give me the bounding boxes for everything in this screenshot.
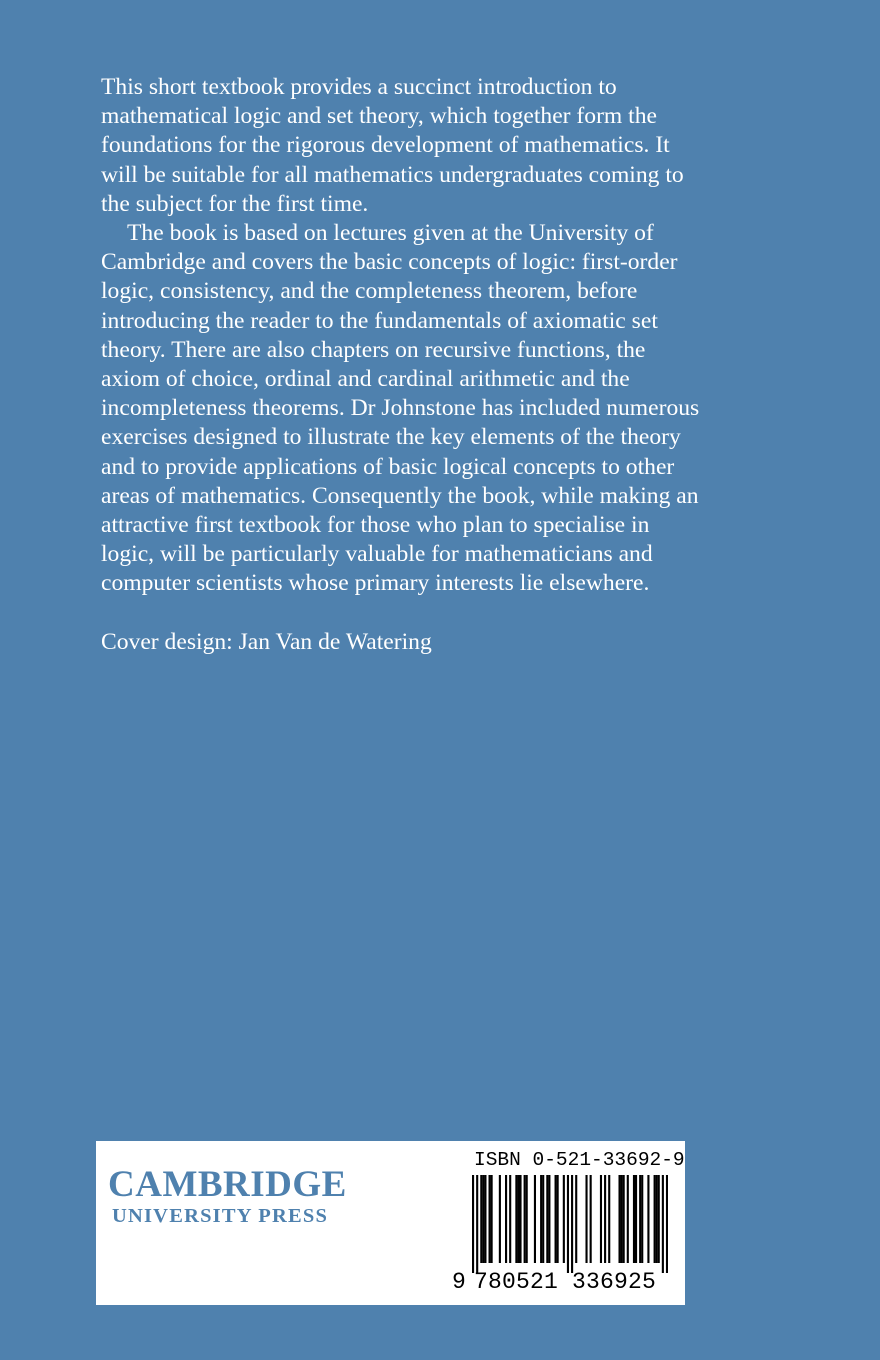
barcode-bar	[517, 1175, 519, 1263]
barcode-bar	[600, 1175, 602, 1263]
barcode-bar	[623, 1175, 625, 1263]
barcode-bar	[540, 1175, 542, 1263]
barcode-bar	[542, 1175, 544, 1263]
barcode-bar	[604, 1175, 606, 1263]
ean-first-digit: 9	[452, 1269, 466, 1295]
barcode-bar	[641, 1175, 643, 1263]
publisher-logo-subname: UNIVERSITY PRESS	[112, 1205, 329, 1227]
barcode-bar	[658, 1175, 660, 1263]
publisher-logo-name: CAMBRIDGE	[108, 1164, 347, 1205]
publisher-barcode-panel	[96, 1141, 685, 1305]
barcode-bar	[585, 1175, 587, 1263]
barcode-icon	[472, 1175, 668, 1273]
barcode-bar	[590, 1175, 592, 1263]
barcode-bar	[484, 1175, 486, 1263]
barcode-bar	[575, 1175, 577, 1263]
barcode-bar	[639, 1175, 641, 1263]
barcode-guard-bar	[666, 1175, 668, 1273]
ean-digits: 780521 336925	[474, 1269, 657, 1295]
isbn-label: ISBN 0-521-33692-9	[474, 1149, 685, 1171]
barcode-bar	[524, 1175, 526, 1263]
description-paragraph-1: This short textbook provides a succinct introduction to mathematical logic and set theory, which together form the foundations for the rigorous development of mathematics. It will be suitable for all mathematics undergraduates coming to the subject for the first time.	[101, 74, 684, 217]
barcode-bar	[656, 1175, 658, 1263]
barcode-bar	[633, 1175, 635, 1263]
barcode-bar	[621, 1175, 623, 1263]
barcode-bar	[482, 1175, 484, 1263]
barcode-bar	[509, 1175, 511, 1263]
barcode-bar	[499, 1175, 501, 1263]
barcode-bar	[519, 1175, 521, 1263]
barcode-bar	[505, 1175, 507, 1263]
barcode-bar	[555, 1175, 557, 1263]
barcode-bar	[515, 1175, 517, 1263]
barcode-bar	[546, 1175, 548, 1263]
barcode-bar	[557, 1175, 559, 1263]
book-description	[101, 73, 701, 657]
barcode-bar	[548, 1175, 550, 1263]
barcode-guard-bar	[662, 1175, 664, 1273]
barcode-bar	[608, 1175, 610, 1263]
cover-design-credit: Cover design: Jan Van de Watering	[101, 628, 432, 655]
barcode-bar	[627, 1175, 629, 1263]
description-paragraph-2: The book is based on lectures given at the University of Cambridge and covers the basic concepts of logic: first-order logic, consistency, and the completeness theorem, before introducing the reader to the fundamentals of axiomatic set theory. There are also chapters on recursive functions, the axiom of choice, ordinal and cardinal arithmetic and the incompleteness theorems. Dr Johnstone has included numerous exercises designed to illustrate the key elements of the theory and to provide applications of basic logical concepts to other areas of mathematics. Consequently the book, while making an attractive first textbook for those who plan to specialise in logic, will be particularly valuable for mathematicians and computer scientists whose primary interests lie elsewhere.	[101, 220, 700, 597]
barcode-bar	[563, 1175, 565, 1263]
barcode-guard-bar	[472, 1175, 474, 1273]
barcode-guard-bar	[476, 1175, 478, 1273]
barcode-bar	[647, 1175, 649, 1263]
barcode-guard-bar	[571, 1175, 573, 1273]
barcode-bar	[480, 1175, 482, 1263]
barcode-bar	[526, 1175, 528, 1263]
barcode-bar	[618, 1175, 620, 1263]
barcode-bar	[654, 1175, 656, 1263]
barcode-bar	[491, 1175, 493, 1263]
barcode-guard-bar	[567, 1175, 569, 1273]
barcode-bar	[489, 1175, 491, 1263]
barcode-bar	[635, 1175, 637, 1263]
barcode-bar	[534, 1175, 536, 1263]
